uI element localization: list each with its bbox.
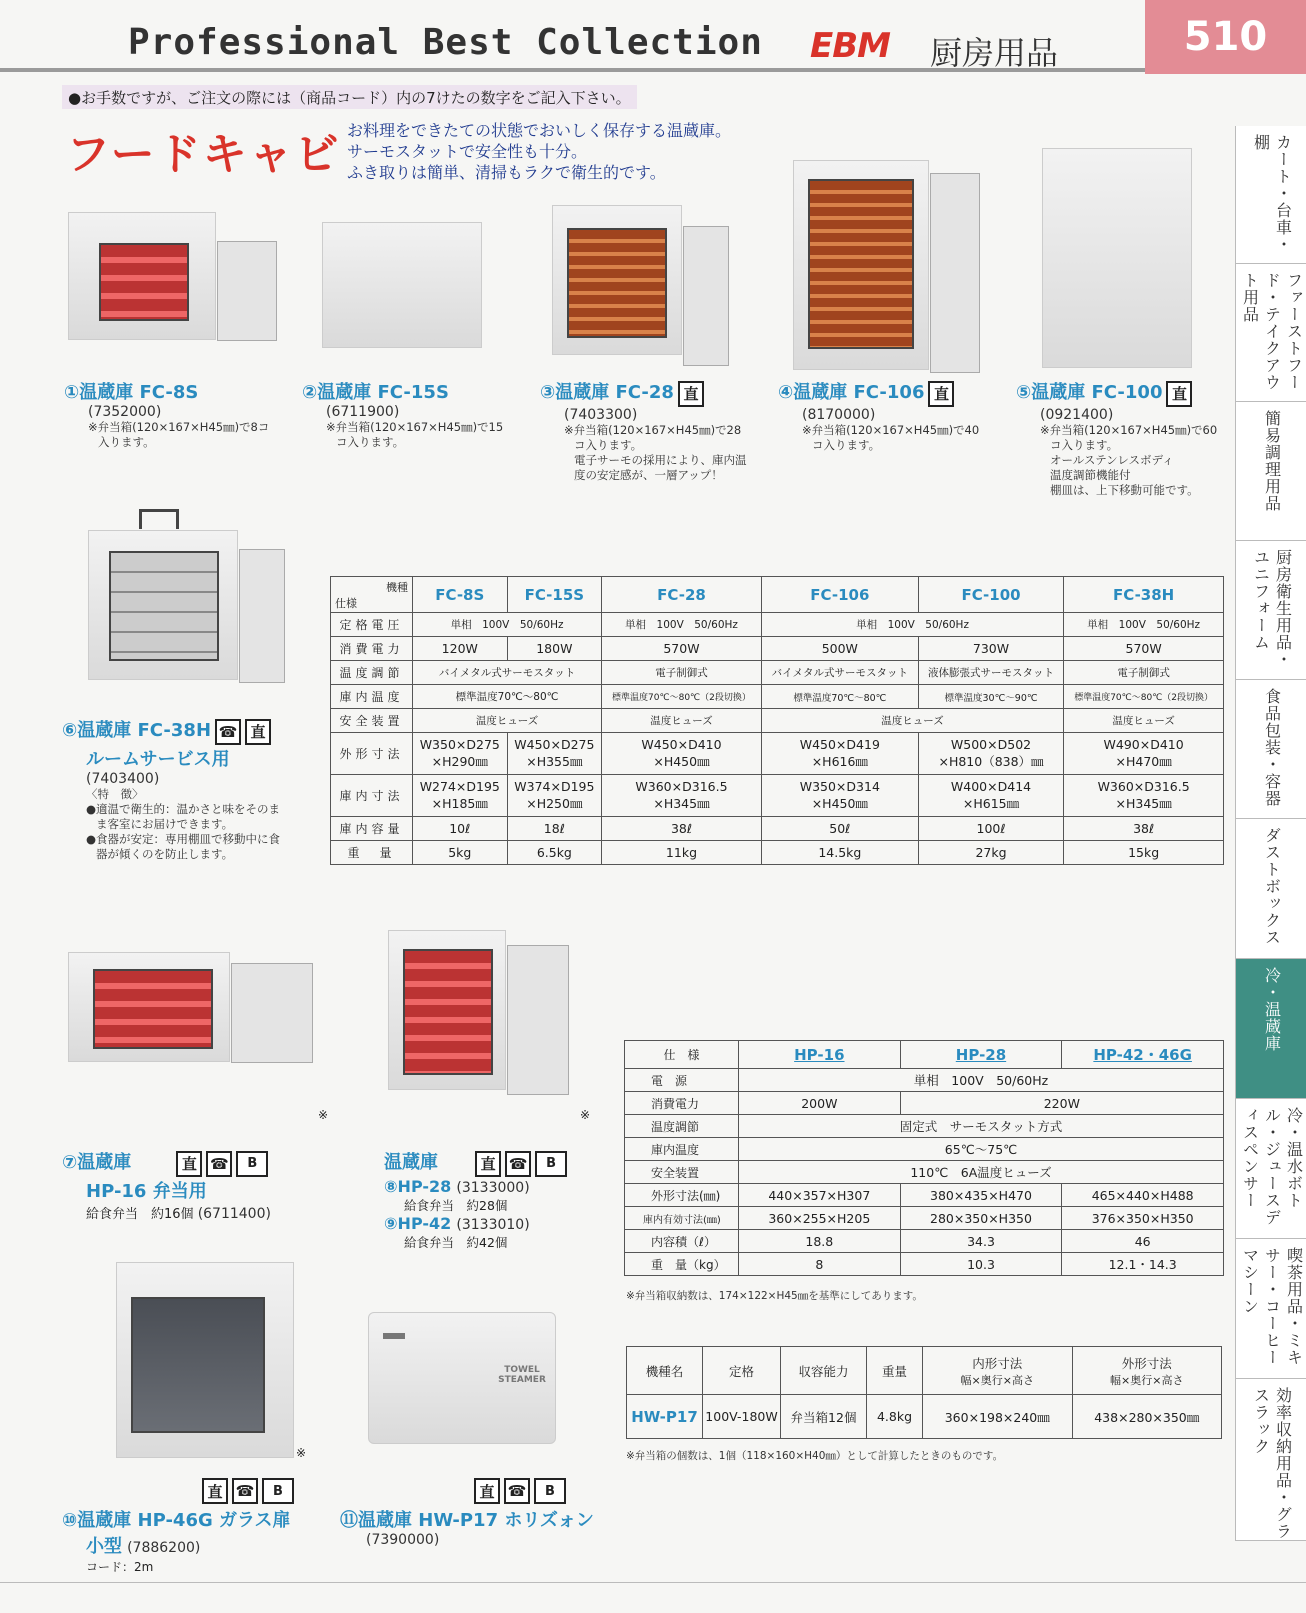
open-door (507, 945, 569, 1095)
product-title: ⑥温蔵庫 FC-38H (62, 720, 212, 741)
product-note: コ入ります。 (812, 437, 881, 452)
table-corner: 仕 様 (625, 1041, 739, 1069)
cell-line: ×H450㎜ (811, 796, 868, 811)
product-image-fc28 (552, 205, 682, 355)
product-note: ※弁当箱(120×167×H45㎜)で60 (1040, 422, 1218, 437)
fc-spec-table (330, 576, 1224, 865)
product-subtitle: 小型 (86, 1536, 122, 1557)
product-subtitle: ルームサービス用 (86, 748, 230, 770)
side-tab-simple-cooking[interactable] (1236, 402, 1306, 541)
table-cell: 弁当箱12個 (781, 1395, 867, 1439)
table-cell (413, 733, 508, 775)
direct-ship-icon: 直 (678, 381, 704, 407)
table-cell: 11kg (602, 841, 762, 865)
cell-line: ×H450㎜ (653, 754, 710, 769)
table-cell: 110℃ 6A温度ヒューズ (739, 1161, 1224, 1184)
hw-spec-table (626, 1346, 1222, 1439)
intro-line: ふき取りは簡単、清掃もラクで衛生的です。 (347, 163, 666, 182)
table-cell: 120W (413, 637, 508, 661)
product-detail: 給食弁当 約28個 (404, 1197, 508, 1213)
product-fc28 (540, 378, 775, 483)
product-hp16 (62, 1148, 322, 1222)
product-code: (7403400) (86, 770, 160, 787)
model-header: FC-100 (918, 577, 1063, 613)
cell-line: ×H615㎜ (962, 796, 1020, 811)
product-code: (7352000) (88, 404, 162, 420)
table-cell: 438×280×350㎜ (1072, 1395, 1222, 1439)
table-cell (507, 733, 602, 775)
product-title: ④温蔵庫 FC-106 (778, 382, 925, 403)
carry-handle (139, 509, 179, 529)
model-header: HP-42・46G (1062, 1041, 1224, 1069)
product-note: ※弁当箱(120×167×H45㎜)で28 (564, 422, 742, 437)
product-detail: 給食弁当 約16個 (86, 1206, 194, 1222)
header-line: 外形寸法 (1121, 1355, 1172, 1371)
product-note: コ入ります。 (336, 435, 405, 449)
side-tab-label: 食品包装・容器 (1262, 688, 1282, 807)
table-cell: 180W (507, 637, 602, 661)
table-cell: 27kg (918, 841, 1063, 865)
table-cell: 38ℓ (1064, 817, 1224, 841)
phone-order-icon: ☎ (232, 1478, 258, 1504)
handle (383, 1333, 405, 1339)
row-label: 安全装置 (331, 709, 413, 733)
table-cell: 単相 100V 50/60Hz (739, 1069, 1224, 1092)
model-header: FC-8S (413, 577, 508, 613)
row-label: 重 量（kg） (625, 1253, 739, 1276)
tray-window (808, 179, 914, 349)
table-cell: 液体膨張式サーモスタット (918, 661, 1063, 685)
table-cell: 温度ヒューズ (413, 709, 602, 733)
product-title: ⑤温蔵庫 FC-100 (1016, 382, 1163, 403)
product-title: 温蔵庫 (384, 1152, 438, 1173)
table-cell (1064, 733, 1224, 775)
hp-footnote: ※弁当箱収納数は、174×122×H45㎜を基準にしてあります。 (626, 1290, 923, 1302)
table-cell: 5kg (413, 841, 508, 865)
product-code: (7390000) (366, 1532, 440, 1548)
product-subtitle: HP-16 弁当用 (86, 1180, 207, 1202)
product-title: ⑦温蔵庫 (62, 1152, 132, 1173)
direct-ship-icon: 直 (176, 1151, 202, 1177)
category-sidebar (1235, 126, 1306, 1541)
product-image-hp28 (388, 930, 506, 1090)
model-header: HP-28 (900, 1041, 1062, 1069)
side-tab-label: 喫茶用品・ミキサー・コーヒーマシーン (1240, 1247, 1304, 1366)
direct-ship-icon: 直 (202, 1478, 228, 1504)
header-subline: 幅×奥行×高さ (960, 1373, 1034, 1387)
product-note: ※弁当箱(120×167×H45㎜)で15 (326, 420, 504, 434)
model-header: FC-38H (1064, 577, 1224, 613)
table-cell: 15kg (1064, 841, 1224, 865)
table-cell: バイメタル式サーモスタット (761, 661, 918, 685)
product-image-fc106 (793, 160, 929, 370)
product-note: ※弁当箱(120×167×H45㎜)で40 (802, 422, 980, 437)
row-label: 電 源 (625, 1069, 739, 1092)
rack-window (109, 551, 219, 661)
table-cell: 温度ヒューズ (602, 709, 762, 733)
product-note: オールステンレスボディ (1050, 452, 1174, 467)
row-label: 温度調節 (331, 661, 413, 685)
order-notice: ●お手数ですが、ご注文の際には（商品コード）内の7けたの数字をご記入下さい。 (62, 85, 637, 109)
row-label: 庫内有効寸法(㎜) (625, 1207, 739, 1230)
table-cell: 38ℓ (602, 817, 762, 841)
row-label: 庫内温度 (331, 685, 413, 709)
direct-ship-icon: 直 (928, 381, 954, 407)
open-door (217, 241, 277, 341)
product-title: ⑪温蔵庫 HW-P17 ホリズォン (340, 1510, 594, 1531)
side-tab-water-bottle[interactable] (1236, 1099, 1306, 1239)
table-cell: 440×357×H307 (739, 1184, 901, 1207)
table-cell: HW-P17 (627, 1395, 703, 1439)
product-hp28-hp42 (384, 1148, 614, 1251)
product-note: ※弁当箱(120×167×H45㎜)で8コ (88, 420, 270, 434)
product-note: コ入ります。 (1050, 437, 1119, 452)
product-title: ②温蔵庫 FC-15S (302, 382, 449, 403)
product-code: (0921400) (1040, 406, 1114, 423)
side-tab-label: 効率収納用品・グラスラック (1251, 1387, 1293, 1540)
tray-window (403, 949, 493, 1075)
product-title: ①温蔵庫 FC-8S (64, 382, 199, 403)
bulk-ship-icon: B (236, 1151, 268, 1177)
row-label: 消費電力 (625, 1092, 739, 1115)
cell-line: W350×D275 (419, 737, 500, 752)
product-code: (6711400) (197, 1205, 271, 1222)
row-label: 内容積（ℓ） (625, 1230, 739, 1253)
section-title: フードキャビ (66, 129, 341, 180)
direct-ship-icon: 直 (245, 719, 271, 745)
side-tab-label: 簡易調理用品 (1262, 410, 1282, 512)
product-image-fc8s (68, 212, 216, 340)
phone-order-icon: ☎ (505, 1151, 531, 1177)
cell-line: W490×D410 (1103, 737, 1184, 752)
cell-line: W360×D316.5 (1097, 779, 1190, 794)
table-cell: 360×255×H205 (739, 1207, 901, 1230)
table-cell: 50ℓ (761, 817, 918, 841)
product-note: 〈特 徴〉 (86, 786, 144, 801)
side-tab-fastfood[interactable] (1236, 264, 1306, 402)
table-cell: 14.5kg (761, 841, 918, 865)
cell-line: ×H345㎜ (653, 796, 710, 811)
table-cell: 465×440×H488 (1062, 1184, 1224, 1207)
product-fc38h (62, 716, 292, 862)
direct-ship-icon: 直 (1166, 381, 1192, 407)
model-header: FC-15S (507, 577, 602, 613)
table-cell: 10.3 (900, 1253, 1062, 1276)
table-cell: 220W (900, 1092, 1223, 1115)
tray-window (99, 243, 189, 321)
table-cell: 18ℓ (507, 817, 602, 841)
model-header: FC-28 (602, 577, 762, 613)
col-header (923, 1347, 1073, 1395)
table-cell: 単相 100V 50/60Hz (761, 613, 1063, 637)
side-tab-storage[interactable] (1236, 1379, 1306, 1541)
cell-line: W274×D195 (419, 779, 500, 794)
product-image-fc38h (88, 530, 238, 680)
side-tab-label: 冷・温蔵庫 (1262, 967, 1282, 1052)
product-note: 棚皿は、上下移動可能です。 (1050, 482, 1199, 497)
product-detail: コード：2m (86, 1560, 154, 1574)
row-label: 定格電圧 (331, 613, 413, 637)
table-cell (1064, 775, 1224, 817)
hw-footnote: ※弁当箱の個数は、1個（118×160×H40㎜）として計算したときのものです。 (626, 1450, 1004, 1462)
col-header (1072, 1347, 1222, 1395)
product-image-hwp17 (368, 1312, 556, 1444)
table-cell: 標準温度30℃～90℃ (918, 685, 1063, 709)
table-cell (918, 775, 1063, 817)
row-label: 安全装置 (625, 1161, 739, 1184)
product-note: 入ります。 (98, 435, 155, 449)
table-cell: 6.5kg (507, 841, 602, 865)
table-cell: 標準温度70℃～80℃（2段切換） (1064, 685, 1224, 709)
header-subline: 幅×奥行×高さ (1110, 1373, 1184, 1387)
table-cell: 730W (918, 637, 1063, 661)
model-header: FC-106 (761, 577, 918, 613)
cell-line: ×H250㎜ (526, 796, 583, 811)
side-tab-cafe[interactable] (1236, 1239, 1306, 1379)
table-cell: 360×198×240㎜ (923, 1395, 1073, 1439)
product-code: (6711900) (326, 404, 400, 420)
col-header: 重量 (867, 1347, 923, 1395)
product-image-fc15s (322, 222, 482, 348)
table-cell: 8 (739, 1253, 901, 1276)
table-cell: 標準温度70℃～80℃（2段切換） (602, 685, 762, 709)
table-cell (761, 733, 918, 775)
row-label: 外形寸法 (331, 733, 413, 775)
table-cell: 4.8kg (867, 1395, 923, 1439)
header-line: 内形寸法 (972, 1355, 1023, 1371)
table-cell: 100V-180W (703, 1395, 781, 1439)
catalog-title: Professional Best Collection (128, 22, 763, 63)
row-label: 消費電力 (331, 637, 413, 661)
table-cell: バイメタル式サーモスタット (413, 661, 602, 685)
cell-line: W500×D502 (950, 737, 1032, 752)
page-number: 510 (1145, 0, 1306, 74)
table-cell: 単相 100V 50/60Hz (413, 613, 602, 637)
bulk-ship-icon: B (534, 1478, 566, 1504)
cell-line: ×H470㎜ (1115, 754, 1172, 769)
table-cell: 380×435×H470 (900, 1184, 1062, 1207)
table-cell: 200W (739, 1092, 901, 1115)
cell-line: W400×D414 (950, 779, 1032, 794)
product-note: ●食器が安定：専用棚皿で移動中に食 (86, 831, 281, 846)
product-image-hp16 (68, 952, 230, 1062)
product-note: 器が傾くのを防止します。 (96, 846, 234, 861)
side-tab-warmer-active[interactable] (1236, 959, 1306, 1099)
row-label: 重 量 (331, 841, 413, 865)
intro-line: お料理をできたての状態でおいしく保存する温蔵庫。 (347, 121, 732, 140)
side-tab-cart[interactable] (1236, 126, 1306, 264)
table-cell: 46 (1062, 1230, 1224, 1253)
cell-line: W450×D419 (799, 737, 880, 752)
cell-line: W350×D314 (799, 779, 880, 794)
tray-window (567, 228, 667, 338)
intro-line: サーモスタットで安全性も十分。 (347, 142, 588, 161)
cell-line: ×H810（838）㎜ (938, 754, 1044, 769)
hp-spec-table (624, 1040, 1224, 1276)
open-door (231, 963, 313, 1063)
side-tab-food-packaging[interactable] (1236, 680, 1306, 819)
product-fc106 (778, 378, 1013, 453)
col-header: 定格 (703, 1347, 781, 1395)
model-label: ⑨HP-42 (384, 1213, 452, 1233)
table-cell: 376×350×H350 (1062, 1207, 1224, 1230)
category-title: 厨房用品 (930, 34, 1059, 72)
model-label: ⑧HP-28 (384, 1176, 452, 1196)
product-fc8s (64, 378, 289, 450)
corner-bottom: 仕様 (335, 596, 357, 610)
table-cell: 570W (602, 637, 762, 661)
section-intro (347, 120, 731, 183)
phone-order-icon: ☎ (504, 1478, 530, 1504)
side-tab-label: カート・台車・棚 (1251, 134, 1293, 253)
cell-line: W374×D195 (514, 779, 595, 794)
table-cell (507, 775, 602, 817)
cell-line: W450×D275 (514, 737, 595, 752)
bulk-ship-icon: B (535, 1151, 567, 1177)
product-note: 電子サーモの採用により、庫内温 (574, 452, 747, 467)
cell-line: ×H185㎜ (431, 796, 488, 811)
product-code: (3133000) (456, 1179, 530, 1196)
cell-line: W450×D410 (641, 737, 722, 752)
table-cell: 単相 100V 50/60Hz (1064, 613, 1224, 637)
glass-door (131, 1297, 265, 1433)
row-label: 庫内寸法 (331, 775, 413, 817)
product-hwp17 (340, 1478, 630, 1548)
table-cell (761, 775, 918, 817)
product-note: ま客室にお届けできます。 (96, 816, 234, 831)
product-code: (8170000) (802, 406, 876, 423)
open-door (239, 549, 285, 683)
product-code: (7403300) (564, 406, 638, 423)
cell-line: ×H355㎜ (526, 754, 583, 769)
cell-line: ×H290㎜ (431, 754, 488, 769)
open-door (930, 173, 980, 373)
product-fc15s (302, 378, 527, 450)
table-cell: 温度ヒューズ (761, 709, 1063, 733)
side-tab-label: 厨房衛生用品・ユニフォーム (1251, 549, 1293, 668)
table-cell (602, 775, 762, 817)
row-label: 庫内温度 (625, 1138, 739, 1161)
model-header: HP-16 (739, 1041, 901, 1069)
table-cell: 単相 100V 50/60Hz (602, 613, 762, 637)
row-label: 温度調節 (625, 1115, 739, 1138)
tray-window (93, 969, 213, 1049)
table-cell (918, 733, 1063, 775)
table-cell: 34.3 (900, 1230, 1062, 1253)
table-cell: 固定式 サーモスタット方式 (739, 1115, 1224, 1138)
table-cell (413, 775, 508, 817)
product-image-hp46g (116, 1262, 294, 1458)
table-cell: 100ℓ (918, 817, 1063, 841)
product-title: ③温蔵庫 FC-28 (540, 382, 674, 403)
col-header: 機種名 (627, 1347, 703, 1395)
table-cell: 10ℓ (413, 817, 508, 841)
table-cell: 280×350×H350 (900, 1207, 1062, 1230)
product-title: ⑩温蔵庫 HP-46G ガラス扉 (62, 1510, 291, 1531)
row-label: 庫内容量 (331, 817, 413, 841)
row-label: 外形寸法(㎜) (625, 1184, 739, 1207)
table-cell: 12.1・14.3 (1062, 1253, 1224, 1276)
side-tab-dustbox[interactable] (1236, 819, 1306, 959)
table-cell: 電子制御式 (602, 661, 762, 685)
phone-order-icon: ☎ (206, 1151, 232, 1177)
product-note: ●適温で衛生的：温かさと味をそのま (86, 801, 281, 816)
product-note: 温度調節機能付 (1050, 467, 1131, 482)
product-code: (7886200) (127, 1540, 201, 1556)
product-note: 度の安定感が、一層アップ！ (574, 467, 723, 482)
table-cell: 500W (761, 637, 918, 661)
product-image-fc100 (1042, 148, 1192, 368)
table-cell (602, 733, 762, 775)
cell-line: ×H345㎜ (1115, 796, 1172, 811)
cell-line: W360×D316.5 (635, 779, 728, 794)
cell-line: ×H616㎜ (811, 754, 868, 769)
side-tab-hygiene[interactable] (1236, 541, 1306, 680)
bottom-rule (0, 1582, 1306, 1583)
product-hp46g (62, 1478, 332, 1575)
open-door (683, 226, 729, 366)
table-corner (331, 577, 413, 613)
phone-order-icon: ☎ (215, 719, 241, 745)
side-tab-label: ダストボックス (1262, 827, 1282, 946)
table-cell: 18.8 (739, 1230, 901, 1253)
product-fc100 (1016, 378, 1236, 498)
col-header: 収容能力 (781, 1347, 867, 1395)
asterisk-note: ※ (318, 1108, 329, 1122)
direct-ship-icon: 直 (474, 1478, 500, 1504)
product-code: (3133010) (456, 1216, 530, 1233)
brand-logo: EBM (810, 26, 890, 66)
side-tab-label: ファーストフード・テイクアウト用品 (1240, 272, 1304, 391)
table-cell: 標準温度70℃～80℃ (761, 685, 918, 709)
table-cell: 温度ヒューズ (1064, 709, 1224, 733)
corner-top: 機種 (386, 580, 408, 594)
bulk-ship-icon: B (262, 1478, 294, 1504)
table-cell: 65℃～75℃ (739, 1138, 1224, 1161)
product-note: コ入ります。 (574, 437, 643, 452)
side-tab-label: 冷・温水ボトル・ジュースディスペンサー (1240, 1107, 1304, 1226)
product-detail: 給食弁当 約42個 (404, 1234, 508, 1250)
table-cell: 標準温度70℃～80℃ (413, 685, 602, 709)
towel-steamer-label: TOWEL STEAMER (498, 1365, 546, 1385)
asterisk-note: ※ (580, 1108, 591, 1122)
table-cell: 電子制御式 (1064, 661, 1224, 685)
asterisk-note: ※ (296, 1446, 307, 1460)
direct-ship-icon: 直 (475, 1151, 501, 1177)
table-cell: 570W (1064, 637, 1224, 661)
